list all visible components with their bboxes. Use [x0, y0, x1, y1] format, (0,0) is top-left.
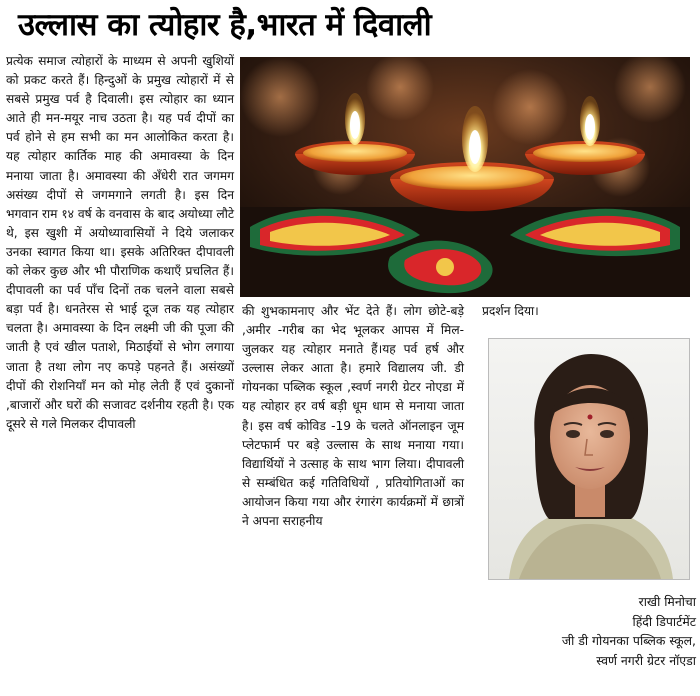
article-text: प्रत्येक समाज त्योहारों के माध्यम से अपनी खुशियों को प्रकट करते हैं। हिन्दुओं के प्रमुख त्योहारों में से सबसे प्रमुख पर्व है दिवाली। इस त्योहार का ध्यान आते ही मन-मयूर नाच उठता है। यह पर्व दीपों का पर्व होने से हम सभी का मन आलोकित करता है। यह त्योहार कार्तिक माह की अमावस्या के दिन मनाया जाता है। अमावस्या की अँधेरी रात जगमग असंख्य दीपों से जगमगाने लगती है। इस दिन भगवान राम १४ वर्ष के वनवास के बाद अयोध्या लौटे थे, इस खुशी में अयोध्यावासियों ने दिये जलाकर उनका स्वागत किया था। इसके अतिरिक्त दीपावली को लेकर कुछ और भी पौराणिक कथाएँ प्रचलित हैं। दीपावली का पर्व पाँच दिनों तक चलने वाला सबसे बड़ा पर्व है। धनतेरस से भाई दूज तक यह त्योहार चलता है। अमावस्या के दिन लक्ष्मी जी की पूजा की जाती है एवं खील पताशे, मिठाईयों से भोग लगाया जाता है तथा लोग नए कपड़े पहनते हैं। असंख्यों दीपों की रोशनियाँ मन को मोह लेती हैं एवं दुकानों ,बाजारों और घरों की सजावट दर्शनीय रहती है। एक दूसरे से गले मिलकर दीपावली	[6, 54, 234, 431]
article-column-1	[6, 52, 234, 434]
author-city: स्वर्ण नगरी ग्रेटर नॉएडा	[596, 652, 696, 668]
article-column-2	[242, 302, 464, 531]
author-portrait-illustration	[489, 339, 689, 579]
diya-illustration	[240, 57, 690, 297]
diwali-diya-photo	[240, 57, 690, 297]
article-text: प्रदर्शन दिया।	[482, 304, 539, 318]
article-text: की शुभकामनाए और भेंट देते हैं। लोग छोटे-बड़े ,अमीर -गरीब का भेद भूलकर आपस में मिल-जुलकर यह त्योहार मनाते हैं।यह पर्व हर्ष और उल्लास लेकर आता है। हमारे विद्यालय जी. डी गोयनका पब्लिक स्कूल ,स्वर्ण नगरी ग्रेटर नोएडा में यह त्योहार हर वर्ष बड़ी धूम धाम से मनाया जाता है। इस वर्ष कोविड -19 के चलते ऑनलाइन जूम प्लेटफार्म पर बड़े उल्लास के साथ मनाया गया। विद्यार्थियों ने उत्साह के साथ भाग लिया। दीपावली से सम्बंधित कई गतिविधियों , प्रतियोगिताओं का आयोजन किया गया और रंगारंग कार्यक्रमों में छात्रों ने अपना सराहनीय	[242, 304, 464, 529]
author-school: जी डी गोयनका पब्लिक स्कूल,	[561, 633, 696, 648]
author-department: हिंदी डिपार्टमेंट	[632, 613, 696, 629]
author-photo	[488, 338, 690, 580]
page-title: उल्लास का त्योहार है,भारत में दिवाली	[18, 7, 432, 43]
author-caption	[482, 592, 696, 670]
author-name: राखी मिनोचा	[638, 594, 696, 609]
headline-banner	[0, 0, 700, 54]
article-column-3	[482, 302, 696, 321]
